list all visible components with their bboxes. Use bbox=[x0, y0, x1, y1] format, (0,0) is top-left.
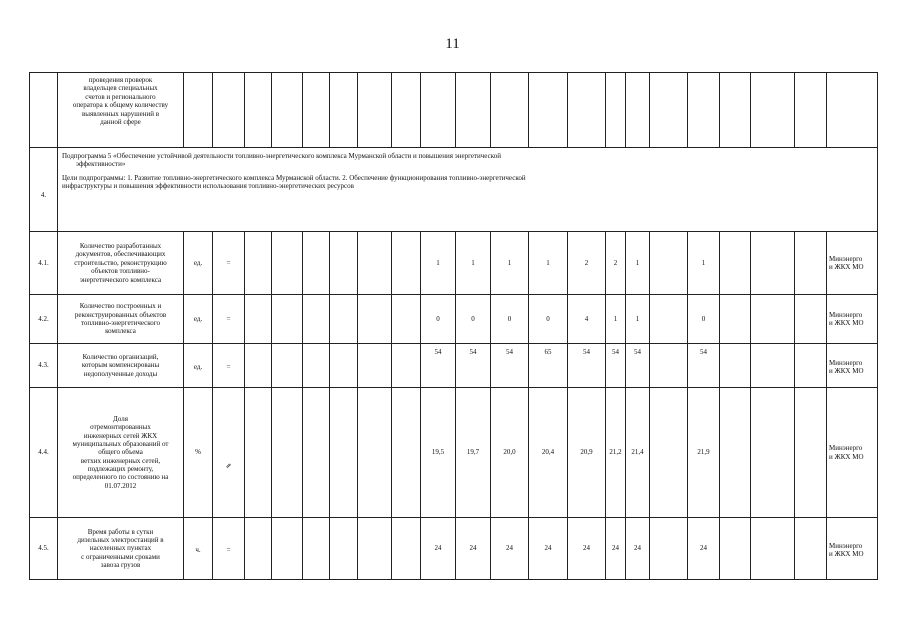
value-cell: 24 bbox=[456, 518, 491, 580]
value-cell: 1 bbox=[456, 232, 491, 295]
unit: % bbox=[184, 388, 213, 518]
responsible-agency: Минэнерго и ЖКХ МО bbox=[827, 232, 878, 295]
responsible-agency: Минэнерго и ЖКХ МО bbox=[827, 388, 878, 518]
continuation-text: проведения проверок владельцев специальных счетов и регионального оператора к общему количеству выявленных нарушений в данной сфере bbox=[58, 73, 184, 148]
value-cell: 0 bbox=[456, 295, 491, 344]
table-row bbox=[30, 518, 878, 580]
row-number: 4.2. bbox=[30, 295, 58, 344]
value-cell: 54 bbox=[688, 344, 720, 388]
value-cell: 1 bbox=[529, 232, 568, 295]
responsible-agency: Минэнерго и ЖКХ МО bbox=[827, 344, 878, 388]
table-row bbox=[30, 344, 878, 388]
value-cell: 24 bbox=[529, 518, 568, 580]
unit: ед. bbox=[184, 295, 213, 344]
value-cell: 54 bbox=[456, 344, 491, 388]
unit: ч. bbox=[184, 518, 213, 580]
base-mark: = bbox=[213, 344, 245, 388]
row-number: 4.1. bbox=[30, 232, 58, 295]
value-cell: 24 bbox=[491, 518, 529, 580]
unit: ед. bbox=[184, 232, 213, 295]
indicator-name: Количество организаций, которым компенсированы недополученные доходы bbox=[58, 344, 184, 388]
value-cell: 54 bbox=[626, 344, 650, 388]
value-cell: 1 bbox=[491, 232, 529, 295]
arrow-up-right-icon: ⇗ bbox=[213, 388, 245, 518]
subprogram-number: 4. bbox=[30, 148, 58, 232]
value-cell: 24 bbox=[626, 518, 650, 580]
subprogram-title: Подпрограмма 5 «Обеспечение устойчивой деятельности топливно-энергетического комплекса Мурманской области и повышения энергетической эффективности» Цели подпрограммы: 1. Развитие топливно-энергетического комплекса Мурманской области. 2. Обеспечение функционирования топливно-энергетической инфраструктуры и повышения эффективности использования топливно-энергетических ресурсов bbox=[58, 148, 878, 232]
value-cell: 65 bbox=[529, 344, 568, 388]
value-cell: 1 bbox=[626, 295, 650, 344]
indicator-name: Доля отремонтированных инженерных сетей ЖКХ муниципальных образований от общего объема ветхих инженерных сетей, подлежащих ремонту, определенного по состоянию на 01.07.2012 bbox=[58, 388, 184, 518]
value-cell: 20,0 bbox=[491, 388, 529, 518]
responsible-agency: Минэнерго и ЖКХ МО bbox=[827, 518, 878, 580]
value-cell: 24 bbox=[606, 518, 626, 580]
unit: ед. bbox=[184, 344, 213, 388]
row-number: 4.5. bbox=[30, 518, 58, 580]
value-cell: 21,2 bbox=[606, 388, 626, 518]
value-cell: 1 bbox=[606, 295, 626, 344]
value-cell: 54 bbox=[606, 344, 626, 388]
value-cell: 24 bbox=[568, 518, 606, 580]
page-number: 11 bbox=[445, 36, 460, 52]
cell-num-empty bbox=[30, 73, 58, 148]
table-row bbox=[30, 295, 878, 344]
value-cell: 0 bbox=[688, 295, 720, 344]
row-number: 4.3. bbox=[30, 344, 58, 388]
indicator-name: Количество разработанных документов, обеспечивающих строительство, реконструкцию объектов топливно- энергетического комплекса bbox=[58, 232, 184, 295]
base-mark: = bbox=[213, 518, 245, 580]
table-row bbox=[30, 388, 878, 518]
row-number: 4.4. bbox=[30, 388, 58, 518]
value-cell: 20,9 bbox=[568, 388, 606, 518]
value-cell: 54 bbox=[491, 344, 529, 388]
value-cell: 4 bbox=[568, 295, 606, 344]
continuation-row bbox=[30, 73, 878, 148]
subprogram-row bbox=[30, 148, 878, 232]
value-cell: 1 bbox=[421, 232, 456, 295]
base-mark: = bbox=[213, 295, 245, 344]
value-cell: 54 bbox=[568, 344, 606, 388]
value-cell: 24 bbox=[421, 518, 456, 580]
value-cell: 21,9 bbox=[688, 388, 720, 518]
indicators-table bbox=[29, 72, 878, 580]
value-cell: 0 bbox=[491, 295, 529, 344]
indicator-name: Количество построенных и реконструированных объектов топливно-энергетического комплекса bbox=[58, 295, 184, 344]
value-cell: 24 bbox=[688, 518, 720, 580]
value-cell: 20,4 bbox=[529, 388, 568, 518]
value-cell: 19,7 bbox=[456, 388, 491, 518]
value-cell: 1 bbox=[626, 232, 650, 295]
table-row bbox=[30, 232, 878, 295]
value-cell: 2 bbox=[568, 232, 606, 295]
value-cell: 1 bbox=[688, 232, 720, 295]
value-cell: 0 bbox=[529, 295, 568, 344]
base-mark: = bbox=[213, 232, 245, 295]
indicator-name: Время работы в сутки дизельных электростанций в населенных пунктах с ограниченными сроками завоза грузов bbox=[58, 518, 184, 580]
value-cell: 0 bbox=[421, 295, 456, 344]
value-cell: 54 bbox=[421, 344, 456, 388]
value-cell: 19,5 bbox=[421, 388, 456, 518]
value-cell: 21,4 bbox=[626, 388, 650, 518]
value-cell: 2 bbox=[606, 232, 626, 295]
responsible-agency: Минэнерго и ЖКХ МО bbox=[827, 295, 878, 344]
